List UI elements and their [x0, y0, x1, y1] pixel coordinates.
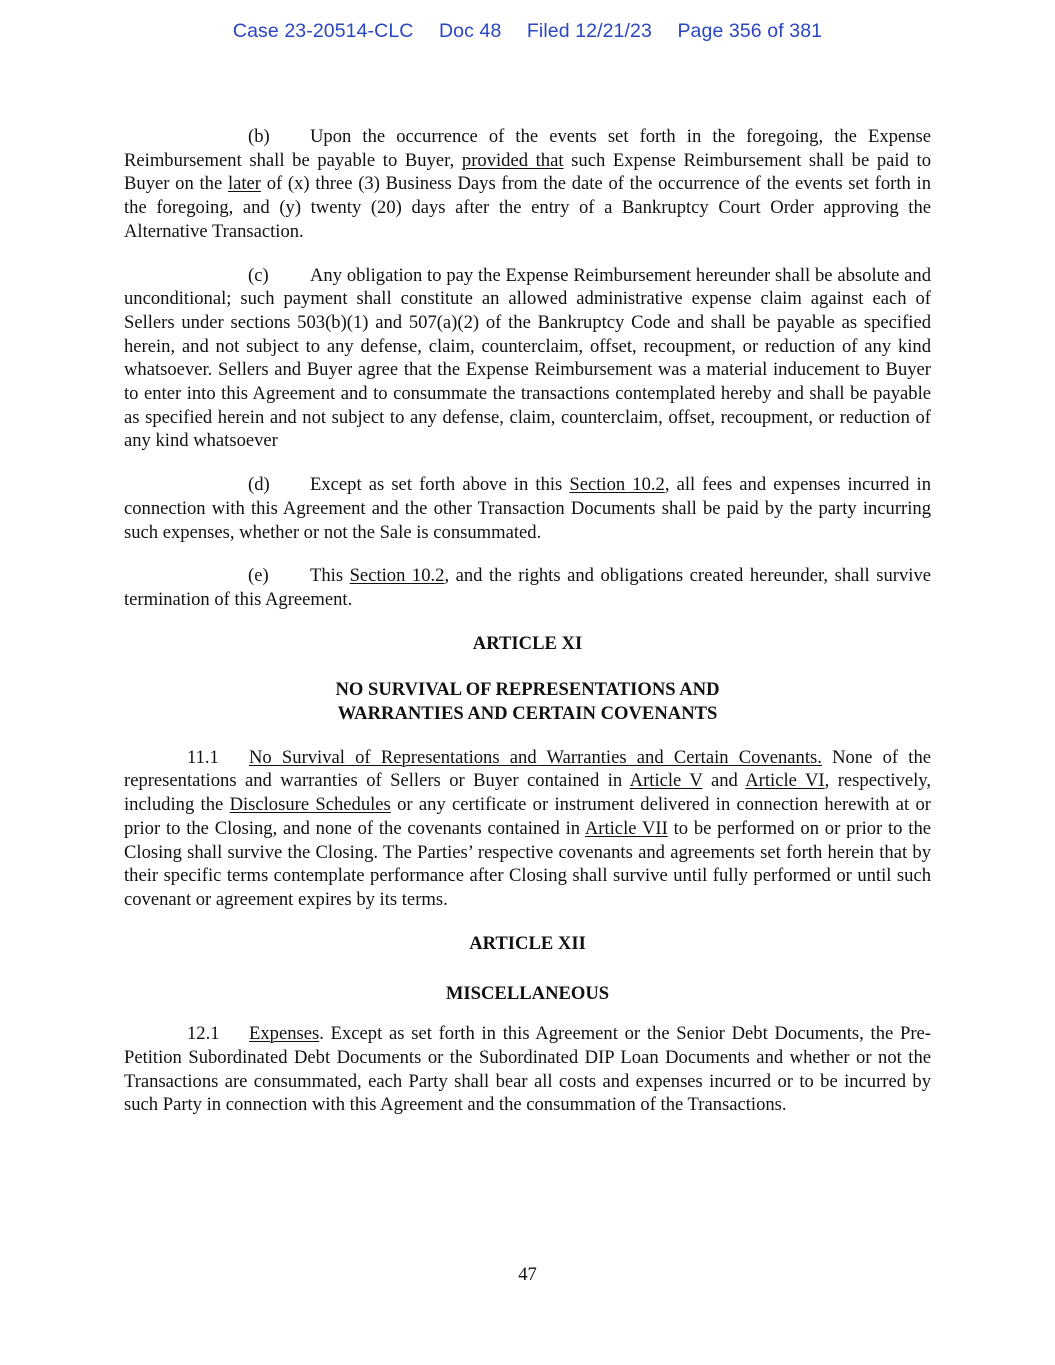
page-count: Page 356 of 381	[677, 20, 823, 42]
page-number: 47	[518, 1264, 537, 1285]
defined-term: Disclosure Schedules	[229, 794, 391, 816]
paragraph-label: (c)	[248, 264, 269, 286]
defined-term: provided that	[461, 149, 564, 171]
filed-date: Filed 12/21/23	[526, 20, 652, 42]
section-12-1: 12.1 Expenses. Except as set forth in this Agreement or the Senior Debt Documents, the Pre-Petition Subordinated Debt Documents or the Subordinated DIP Loan Documents and whether or not the Transactions are consummated, each Party shall bear all costs and expenses incurred or to be incurred by such Party in connection with this Agreement and the consummation of the Transactions.	[124, 1023, 931, 1116]
article-reference: Article VI	[745, 770, 825, 792]
section-reference: Section 10.2	[349, 565, 445, 587]
article-xi-subtitle-line2: WARRANTIES AND CERTAIN COVENANTS	[337, 703, 718, 725]
paragraph-label: (b)	[248, 126, 270, 147]
doc-number: Doc 48	[439, 20, 502, 42]
article-xii-subtitle: MISCELLANEOUS	[445, 983, 610, 1005]
paragraph-label: (e)	[248, 565, 269, 587]
article-xii-heading: ARTICLE XII	[469, 932, 586, 954]
paragraph-label: (d)	[248, 474, 270, 496]
paragraph-b: (b) Upon the occurrence of the events set forth in the foregoing, the Expense Reimbursement shall be payable to Buyer, provided that such Expense Reimbursement shall be paid to Buyer on the later of (x) three (3) Business Days from the date of the occurrence of the events set forth in the foregoing, and (y) twenty (20) days after the entry of a Bankruptcy Court Order approving the Alternative Transaction.	[124, 126, 931, 242]
paragraph-e: (e) This Section 10.2, and the rights and obligations created hereunder, shall survive termination of this Agreement.	[124, 565, 931, 610]
article-reference: Article V	[629, 770, 703, 792]
article-reference: Article VII	[584, 817, 668, 839]
paragraph-d: (d) Except as set forth above in this Section 10.2, all fees and expenses incurred in connection with this Agreement and the other Transaction Documents shall be paid by the party incurring such expenses, whether or not the Sale is consummated.	[124, 474, 931, 543]
article-xi-subtitle-line1: NO SURVIVAL OF REPRESENTATIONS AND	[335, 679, 720, 701]
document-body	[124, 125, 931, 1117]
section-number: 11.1	[187, 746, 219, 768]
case-number: Case 23-20514-CLC	[232, 20, 414, 42]
section-title: Expenses	[249, 1023, 320, 1045]
section-number: 12.1	[187, 1023, 220, 1045]
paragraph-c: (c) Any obligation to pay the Expense Reimbursement hereunder shall be absolute and unconditional; such payment shall constitute an allowed administrative expense claim against each of Sellers under sections 503(b)(1) and 507(a)(2) of the Bankruptcy Code and shall be payable as specified herein, and not subject to any defense, claim, counterclaim, offset, recoupment, or reduction of any kind whatsoever. Sellers and Buyer agree that the Expense Reimbursement was a material inducement to Buyer to enter into this Agreement and to consummate the transactions contemplated hereby and shall be payable as specified herein and not subject to any defense, claim, counterclaim, offset, recoupment, or reduction of any kind whatsoever	[124, 264, 931, 452]
section-title: No Survival of Representations and Warranties and Certain Covenants.	[249, 746, 822, 768]
section-11-1: 11.1 No Survival of Representations and Warranties and Certain Covenants. None of the representations and warranties of Sellers or Buyer contained in Article V and Article VI, respectively, including the Disclosure Schedules or any certificate or instrument delivered in connection herewith at or prior to the Closing, and none of the covenants contained in Article VII to be performed on or prior to the Closing shall survive the Closing. The Parties’ respective covenants and agreements set forth herein that by their specific terms contemplate performance after Closing shall survive until fully performed or until such covenant or agreement expires by its terms.	[124, 746, 931, 910]
section-reference: Section 10.2	[569, 474, 665, 496]
article-xi-heading: ARTICLE XI	[472, 632, 583, 654]
defined-term: later	[227, 173, 261, 195]
court-filing-header	[0, 20, 1055, 43]
